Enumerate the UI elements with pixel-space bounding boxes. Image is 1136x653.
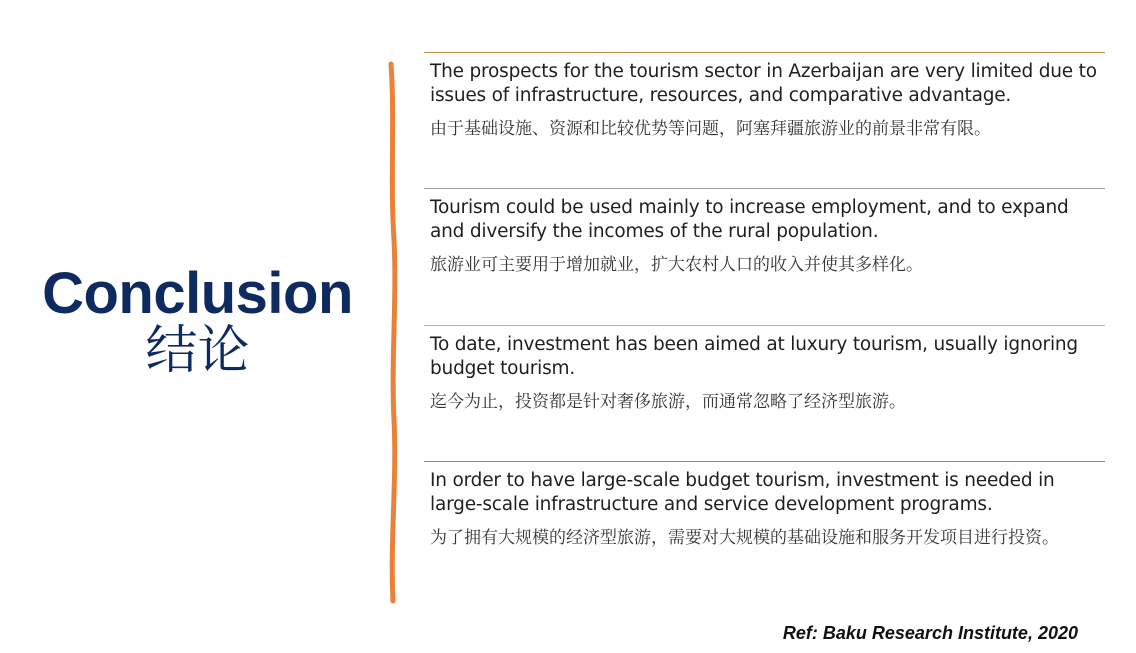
point-3-english: To date, investment has been aimed at luxury tourism, usually ignoring budget tourism. (430, 334, 1078, 379)
reference-citation: Ref: Baku Research Institute, 2020 (782, 623, 1078, 643)
point-2-english: Tourism could be used mainly to increase employment, and to expand and diversify the incomes of the rural population. (430, 197, 1069, 242)
point-1-chinese: 由于基础设施、资源和比较优势等问题，阿塞拜疆旅游业的前景非常有限。 (430, 119, 991, 139)
title-english: Conclusion (42, 261, 353, 326)
point-1-english: The prospects for the tourism sector in Azerbaijan are very limited due to issues of infrastructure, resources, and comparative advantage. (430, 61, 1097, 106)
point-4-english: In order to have large-scale budget tourism, investment is needed in large-scale infrastructure and service development programs. (430, 470, 1055, 515)
divider-4 (424, 461, 1105, 462)
conclusion-point-4 (424, 461, 1105, 550)
divider-3 (424, 325, 1105, 326)
divider-2 (424, 188, 1105, 189)
conclusion-point-2 (424, 188, 1105, 277)
conclusion-point-1 (424, 52, 1105, 141)
conclusion-point-3 (424, 325, 1105, 414)
point-4-chinese: 为了拥有大规模的经济型旅游，需要对大规模的基础设施和服务开发项目进行投资。 (430, 528, 1059, 548)
title-chinese: 结论 (145, 321, 250, 381)
divider-1 (424, 52, 1105, 53)
point-3-chinese: 迄今为止，投资都是针对奢侈旅游，而通常忽略了经济型旅游。 (430, 392, 906, 412)
slide-title (30, 262, 365, 380)
point-2-chinese: 旅游业可主要用于增加就业，扩大农村人口的收入并使其多样化。 (430, 255, 923, 275)
orange-brace-line (382, 60, 406, 605)
